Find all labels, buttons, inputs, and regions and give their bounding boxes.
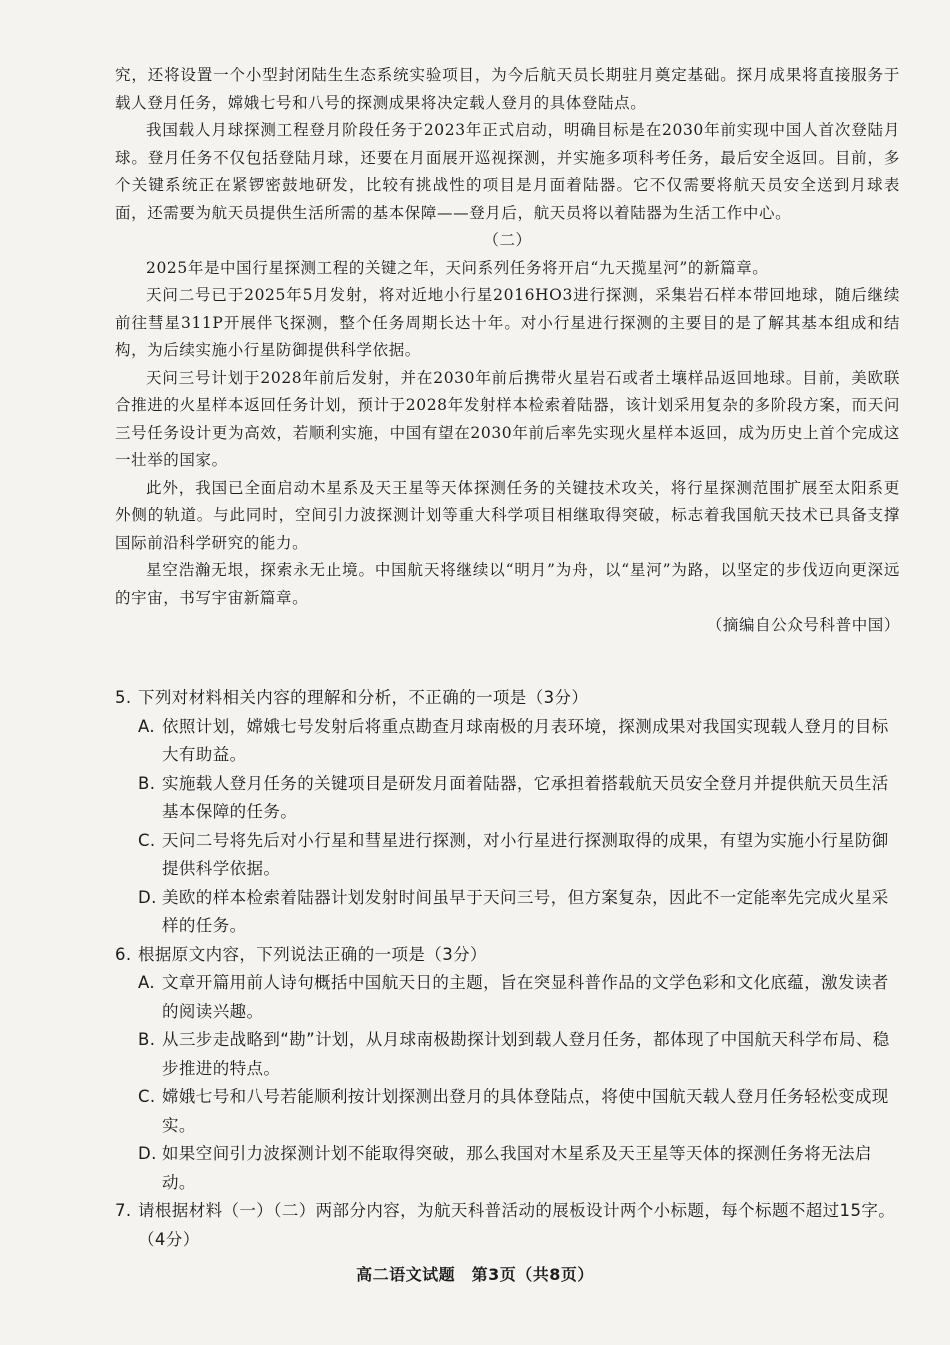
- question-6-stem: [115, 941, 903, 970]
- option-5d: D. 美欧的样本检索着陆器计划发射时间虽早于天问三号，但方案复杂，因此不一定能率先完成火星采样的任务。: [138, 887, 889, 935]
- option-6a: A. 文章开篇用前人诗句概括中国航天日的主题，旨在突显科普作品的文学色彩和文化底蕴，激发读者的阅读兴趣。: [138, 973, 889, 1021]
- section-heading: （二）: [483, 231, 532, 249]
- passage-paragraph: 究，还将设置一个小型封闭陆生生态系统实验项目，为今后航天员长期驻月奠定基础。探月成果将直接服务于载人登月任务，嫦娥七号和八号的探测成果将决定载人登月的具体登陆点。: [115, 66, 900, 112]
- option-5b: B. 实施载人登月任务的关键项目是研发月面着陆器，它承担着搭载航天员安全登月并提供航天员生活基本保障的任务。: [138, 773, 889, 821]
- question-text: 请根据材料（一）（二）两部分内容，为航天科普活动的展板设计两个小标题，每个标题不超过15字。（4分）: [138, 1201, 896, 1249]
- question-number: 7.: [115, 1201, 132, 1220]
- passage-paragraph: 此外，我国已全面启动木星系及天王星等天体探测任务的关键技术攻关，将行星探测范围扩展至太阳系更外侧的轨道。与此同时，空间引力波探测计划等重大科学项目相继取得突破，标志着我国航天技术已具备支撑国际前沿科学研究的能力。: [115, 478, 900, 552]
- passage-paragraph: 2025年是中国行星探测工程的关键之年，天问系列任务将开启“九天揽星河”的新篇章。: [146, 258, 769, 277]
- passage-paragraph: 我国载人月球探测工程登月阶段任务于2023年正式启动，明确目标是在2030年前实现中国人首次登陆月球。登月任务不仅包括登陆月球，还要在月面展开巡视探测，并实施多项科考任务，最后安全返回。目前，多个关键系统正在紧锣密鼓地研发，比较有挑战性的项目是月面着陆器。它不仅需要将航天员安全送到月球表面，还需要为航天员提供生活所需的基本保障——登月后，航天员将以着陆器为生活工作中心。: [115, 121, 900, 222]
- option-6b: B. 从三步走战略到“勘”计划，从月球南极勘探计划到载人登月任务，都体现了中国航天科学布局、稳步推进的特点。: [138, 1030, 890, 1078]
- question-5-stem: [115, 684, 903, 713]
- passage-paragraph: 天问三号计划于2028年前后发射，并在2030年前后携带火星岩石或者土壤样品返回地球。目前，美欧联合推进的火星样本返回任务计划，预计于2028年发射样本检索着陆器，该计划采用复杂的多阶段方案，而天问三号任务设计更为高效，若顺利实施，中国有望在2030年前后率先实现火星样本返回，成为历史上首个完成这一壮举的国家。: [115, 368, 900, 469]
- option-6d: D. 如果空间引力波探测计划不能取得突破，那么我国对木星系及天王星等天体的探测任务将无法启动。: [138, 1144, 872, 1192]
- option-6c: C. 嫦娥七号和八号若能顺利按计划探测出登月的具体登陆点，将使中国航天载人登月任务轻松变成现实。: [138, 1087, 889, 1135]
- source-citation: （摘编自公众号科普中国）: [706, 616, 900, 634]
- passage-paragraph: 天问二号已于2025年5月发射，将对近地小行星2016HO3进行探测，采集岩石样本带回地球，随后继续前往彗星311P开展伴飞探测，整个任务周期长达十年。对小行星进行探测的主要目的是了解其基本组成和结构，为后续实施小行星防御提供科学依据。: [115, 286, 900, 359]
- option-5a: A. 依照计划，嫦娥七号发射后将重点勘查月球南极的月表环境，探测成果对我国实现载人登月的目标大有助益。: [138, 716, 889, 764]
- option-5c: C. 天问二号将先后对小行星和彗星进行探测，对小行星进行探测取得的成果，有望为实施小行星防御提供科学依据。: [138, 830, 889, 878]
- page-footer: 高二语文试题 第3页（共8页）: [356, 1265, 594, 1284]
- question-text: 下列对材料相关内容的理解和分析，不正确的一项是（3分）: [138, 688, 589, 707]
- question-number: 6.: [115, 944, 132, 964]
- passage-paragraph: 星空浩瀚无垠，探索永无止境。中国航天将继续以“明月”为舟，以“星河”为路，以坚定的步伐迈向更深远的宇宙，书写宇宙新篇章。: [115, 561, 900, 607]
- question-7-stem: [115, 1197, 903, 1254]
- reading-passage: [115, 62, 900, 640]
- question-number: 5.: [115, 688, 132, 707]
- question-list: [115, 684, 903, 1254]
- question-text: 根据原文内容，下列说法正确的一项是（3分）: [138, 944, 487, 964]
